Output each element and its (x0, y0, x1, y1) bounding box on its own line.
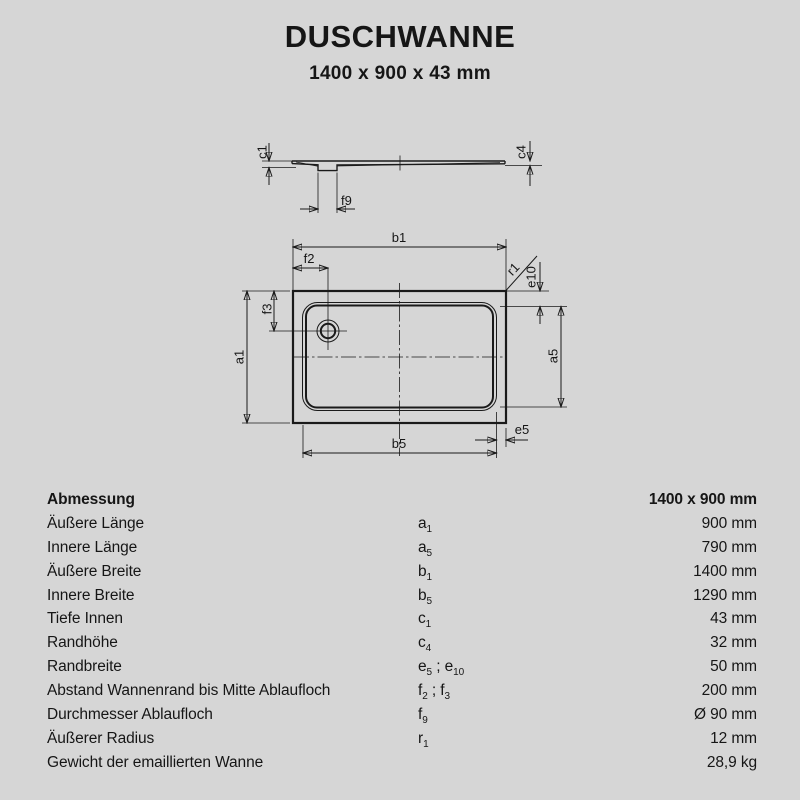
row-label: Innere Länge (47, 538, 138, 556)
row-label: Äußere Länge (47, 514, 145, 532)
centerlines (294, 283, 505, 456)
table-row (47, 655, 757, 679)
row-value: 1290 mm (693, 586, 757, 604)
row-value: Ø 90 mm (693, 705, 757, 723)
row-label: Abstand Wannenrand bis Mitte Ablaufloch (47, 682, 331, 700)
dim-f2 (293, 251, 328, 268)
dim-label-f3: f3 (259, 303, 275, 315)
table-row (47, 679, 757, 703)
table-row (47, 727, 757, 751)
row-symbol: $f_9$ (418, 705, 428, 727)
row-label: Randhöhe (47, 634, 118, 652)
table-row (47, 584, 757, 608)
tray-profile (292, 156, 505, 171)
row-value: 790 mm (701, 538, 757, 556)
table-row (47, 512, 757, 536)
row-label: Innere Breite (47, 586, 135, 604)
dim-label-b1: b1 (391, 230, 407, 245)
dimension-table (47, 488, 757, 775)
dim-label-f2: f2 (303, 251, 315, 266)
table-header-value: 1400 x 900 mm (648, 490, 757, 508)
dim-a5 (500, 307, 567, 408)
top-view (232, 230, 567, 458)
row-symbol: $c_1$ (418, 610, 432, 631)
row-label: Gewicht der emaillierten Wanne (47, 753, 264, 771)
row-value: 900 mm (701, 514, 757, 532)
table-header-row (47, 488, 757, 512)
page-title: DUSCHWANNE (284, 19, 516, 54)
spec-rows (47, 512, 757, 775)
row-value: 50 mm (710, 658, 757, 676)
row-label: Durchmesser Ablaufloch (47, 705, 213, 723)
row-label: Tiefe Innen (47, 610, 123, 628)
row-symbol: $a_1$ (418, 514, 432, 535)
table-row (47, 631, 757, 655)
dim-label-r1: r1 (503, 259, 523, 279)
row-value: 1400 mm (693, 562, 757, 580)
dim-e5 (475, 412, 529, 458)
row-value: 28,9 kg (706, 753, 757, 771)
table-row (47, 607, 757, 631)
row-symbol: $e_5$ ; $e_{10}$ (418, 658, 465, 679)
row-symbol: $b_1$ (418, 562, 432, 583)
dim-label-e10: e10 (523, 266, 539, 288)
table-header-label: Abmessung (47, 490, 135, 508)
row-value: 12 mm (710, 729, 757, 747)
dim-b1 (293, 230, 506, 290)
dim-label-a5: a5 (545, 348, 561, 364)
row-symbol: $b_5$ (418, 586, 432, 607)
table-row (47, 751, 757, 775)
row-symbol: $r_1$ (418, 729, 429, 750)
table-row (47, 536, 757, 560)
table-row (47, 560, 757, 584)
row-value: 200 mm (701, 682, 757, 700)
dim-c1 (255, 143, 296, 185)
dim-c4 (505, 141, 542, 186)
row-value: 32 mm (710, 634, 757, 652)
table-row (47, 703, 757, 727)
dim-label-b5: b5 (391, 436, 407, 451)
row-label: Randbreite (47, 658, 122, 676)
row-label: Äußere Breite (47, 562, 142, 580)
dim-label-c1: c1 (254, 145, 270, 159)
row-symbol: $c_4$ (418, 634, 432, 655)
row-symbol: $a_5$ (418, 538, 432, 559)
row-label: Äußerer Radius (47, 729, 155, 747)
dim-label-c4: c4 (513, 145, 529, 159)
page-subtitle: 1400 x 900 x 43 mm (309, 63, 491, 84)
dim-label-a1: a1 (231, 349, 247, 365)
dim-label-e5: e5 (514, 422, 530, 437)
row-symbol: $f_2$ ; $f_3$ (418, 682, 450, 703)
side-view (255, 141, 542, 213)
dim-label-f9: f9 (341, 193, 352, 208)
row-value: 43 mm (710, 610, 757, 628)
dim-f9 (300, 173, 355, 214)
dim-f3 (260, 291, 275, 331)
